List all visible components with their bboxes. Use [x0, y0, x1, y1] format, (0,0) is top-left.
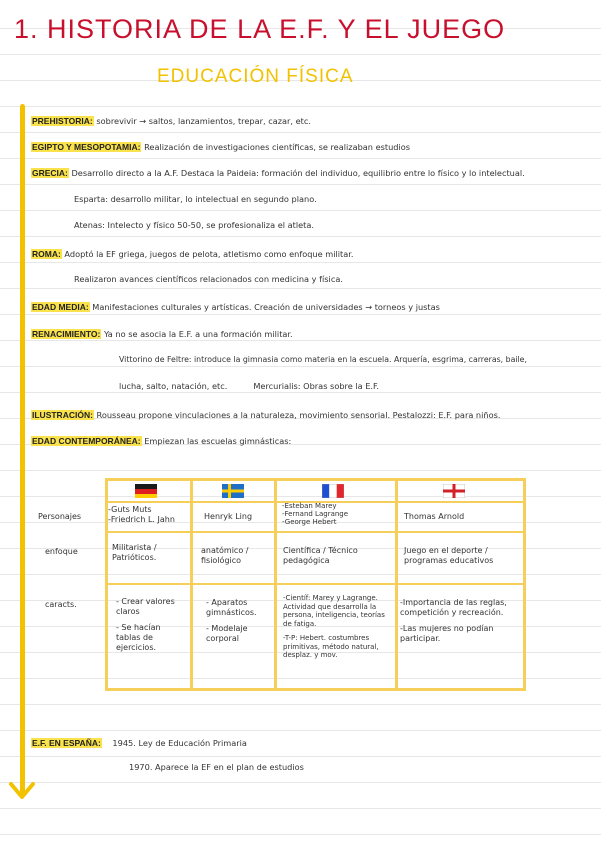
- era-label: PREHISTORIA:: [32, 116, 93, 126]
- person-name: -Friedrich L. Jahn: [108, 515, 175, 524]
- characteristic: - Modelaje corporal: [206, 624, 248, 643]
- table-cell: Científica / Técnico pedagógica: [283, 546, 358, 565]
- era-label: ILUSTRACIÓN:: [32, 410, 93, 420]
- table-cell: Militarista / Patrióticos.: [112, 543, 157, 562]
- era-text: Rousseau propone vinculaciones a la naturaleza, movimiento sensorial. Pestalozzi: E.F. para niños.: [96, 410, 501, 420]
- germany-flag-icon: [135, 484, 157, 498]
- table-cell: [116, 597, 186, 653]
- table-cell: [204, 512, 252, 522]
- era-text: Desarrollo directo a la A.F. Destaca la Paideia: formación del individuo, equilibrio entre lo físico y lo intelectual.: [71, 168, 525, 178]
- timeline-item: [31, 168, 525, 178]
- timeline-item: [31, 302, 440, 312]
- era-text: Empiezan las escuelas gimnásticas:: [144, 436, 292, 446]
- timeline-item: [31, 142, 410, 152]
- era-label: ROMA:: [32, 249, 61, 259]
- era-label: RENACIMIENTO:: [32, 329, 101, 339]
- spain-item: 1945. Ley de Educación Primaria: [112, 738, 247, 748]
- section-title: EDUCACIÓN FÍSICA: [157, 66, 354, 87]
- era-text: Realización de investigaciones científicas, se realizaban estudios: [144, 142, 411, 152]
- era-label: EDAD MEDIA:: [32, 302, 89, 312]
- spain-label: E.F. EN ESPAÑA:: [32, 738, 101, 748]
- spain-section: [31, 738, 247, 748]
- table-divider: [105, 531, 526, 533]
- person-name: -George Hebert: [282, 518, 337, 526]
- characteristic: -Importancia de las reglas, competición y recreación.: [400, 598, 507, 617]
- characteristic: -T-P: Hebert. costumbres primitivas, método natural, desplaz. y mov.: [283, 634, 379, 659]
- timeline-line: [20, 104, 25, 796]
- row-label-caracts: caracts.: [45, 600, 77, 609]
- table-cell: [404, 512, 464, 522]
- era-text: Manifestaciones culturales y artísticas. Creación de universidades → torneos y justas: [92, 302, 440, 312]
- spain-item: 1970. Aparece la EF en el plan de estudios: [129, 762, 304, 772]
- england-flag-icon: [443, 484, 465, 498]
- table-divider: [105, 583, 526, 585]
- person-name: -Fernand Lagrange: [282, 510, 349, 518]
- timeline-subitem: Esparta: desarrollo militar, lo intelectual en segundo plano.: [74, 194, 317, 204]
- table-cell: [400, 598, 522, 644]
- arrow-down-icon: [9, 782, 35, 800]
- row-label-enfoque: enfoque: [45, 547, 78, 556]
- era-label: EGIPTO Y MESOPOTAMIA:: [32, 142, 141, 152]
- person-name: -Esteban Marey: [282, 502, 337, 510]
- characteristic: - Crear valores claros: [116, 597, 175, 616]
- page-title: 1. HISTORIA DE LA E.F. Y EL JUEGO: [14, 14, 506, 44]
- timeline-subitem: Realizaron avances científicos relacionados con medicina y física.: [74, 274, 343, 284]
- person-name: -Guts Muts: [108, 505, 152, 514]
- timeline-subitem: Atenas: Intelecto y físico 50-50, se profesionaliza el atleta.: [74, 220, 315, 230]
- era-label: EDAD CONTEMPORÁNEA:: [32, 436, 141, 446]
- timeline-item: [31, 116, 311, 126]
- table-cell: anatómico / fisiológico: [201, 546, 249, 565]
- table-cell: Juego en el deporte / programas educativos: [404, 546, 494, 565]
- timeline-item: [31, 410, 500, 420]
- timeline-item: [31, 249, 354, 259]
- characteristic: -Científ: Marey y Lagrange. Actividad que desarrolla la persona, inteligencia, teorías de fatiga.: [283, 594, 385, 628]
- timeline-item: [31, 436, 291, 446]
- era-text: sobrevivir → saltos, lanzamientos, trepar, cazar, etc.: [96, 116, 311, 126]
- table-cell: [282, 502, 348, 526]
- person-name: Thomas Arnold: [404, 512, 465, 521]
- timeline-subitem: Vittorino de Feltre: introduce la gimnasia como materia en la escuela. Arquería, esgrima, carreras, baile,: [119, 355, 527, 364]
- person-name: Henryk Ling: [204, 512, 253, 521]
- row-label-personajes: Personajes: [38, 512, 82, 521]
- table-cell: [108, 505, 175, 525]
- era-text: Adoptó la EF griega, juegos de pelota, atletismo como enfoque militar.: [64, 249, 354, 259]
- era-label: GRECIA:: [32, 168, 68, 178]
- characteristic: - Aparatos gimnásticos.: [206, 598, 257, 617]
- sweden-flag-icon: [222, 484, 244, 498]
- table-cell: [283, 594, 391, 660]
- timeline-item: [31, 329, 293, 339]
- characteristic: - Se hacían tablas de ejercicios.: [116, 623, 161, 652]
- france-flag-icon: [322, 484, 344, 498]
- table-cell: [206, 598, 270, 644]
- characteristic: -Las mujeres no podían participar.: [400, 624, 494, 643]
- timeline-subitem: lucha, salto, natación, etc. Mercurialis: Obras sobre la E.F.: [119, 381, 380, 391]
- era-text: Ya no se asocia la E.F. a una formación militar.: [103, 329, 293, 339]
